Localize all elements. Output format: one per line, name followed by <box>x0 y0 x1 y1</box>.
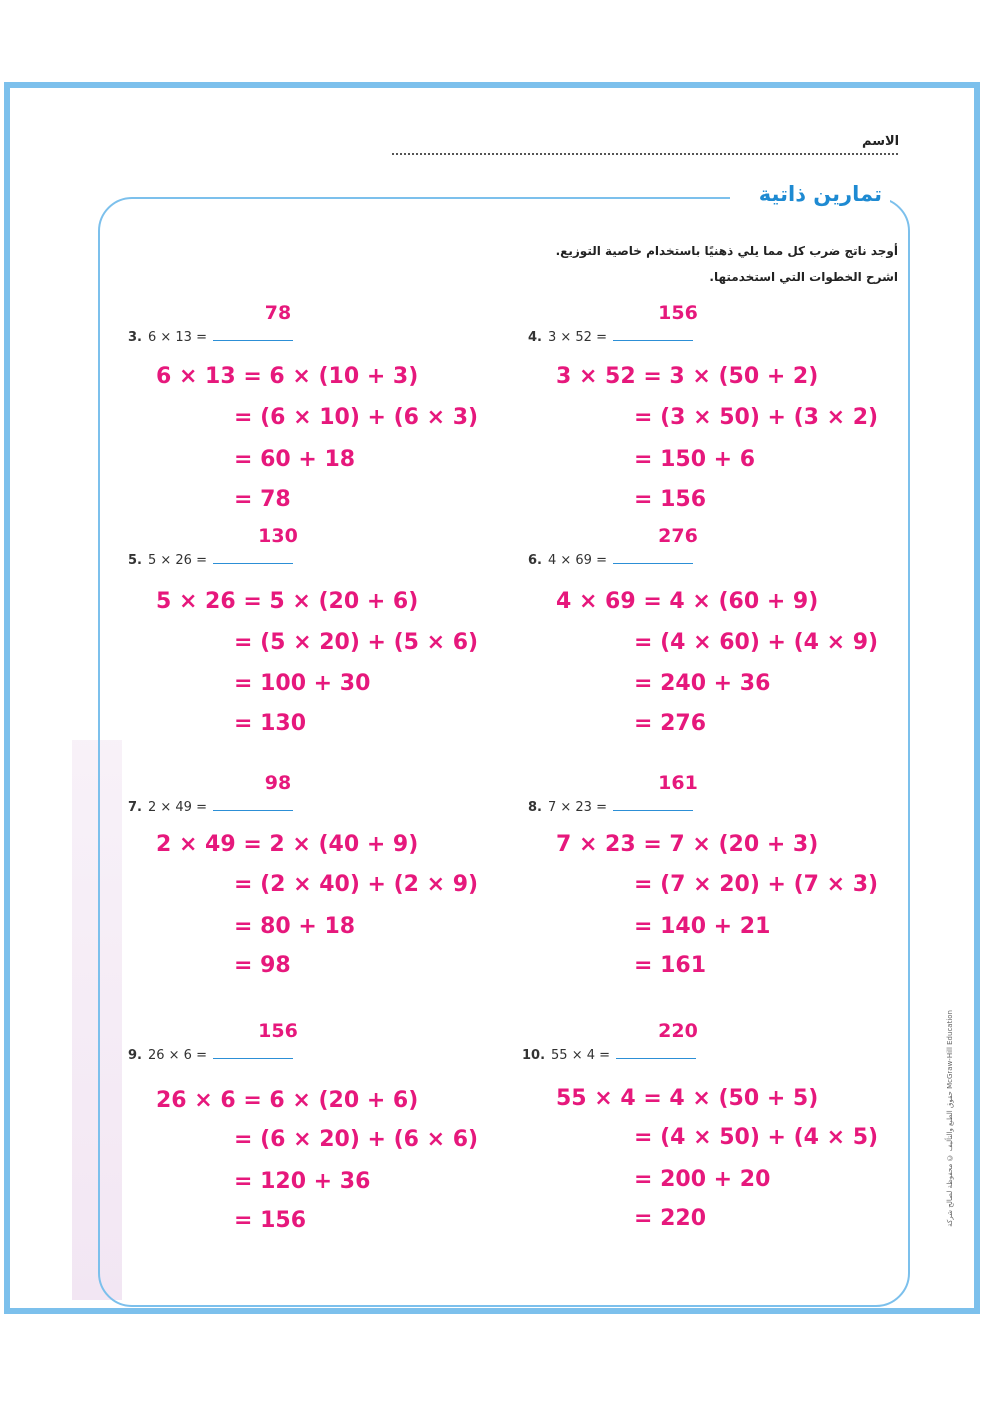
question-expression: 6 × 13 = <box>147 330 207 345</box>
question-expression: 2 × 49 = <box>147 800 207 815</box>
question-number: 8. <box>528 800 542 815</box>
answer-blank[interactable] <box>613 798 693 811</box>
answer-blank[interactable] <box>613 551 693 564</box>
step-3: = 240 + 36 <box>634 671 771 696</box>
step-1: 6 × 13 = 6 × (10 + 3) <box>156 364 419 389</box>
answer: 220 <box>658 1020 698 1042</box>
step-4: = 156 <box>234 1208 307 1233</box>
question-expression: 5 × 26 = <box>147 553 207 568</box>
step-2: = (5 × 20) + (5 × 6) <box>234 630 479 655</box>
step-1: 26 × 6 = 6 × (20 + 6) <box>156 1088 419 1113</box>
question-expression: 4 × 69 = <box>547 553 607 568</box>
problem-10 <box>522 1020 902 1250</box>
step-4: = 130 <box>234 711 307 736</box>
step-4: = 156 <box>634 487 707 512</box>
step-4: = 161 <box>634 953 707 978</box>
problem-6 <box>528 525 908 755</box>
question-expression: 55 × 4 = <box>551 1048 611 1063</box>
question <box>528 551 693 568</box>
instructions <box>470 238 898 290</box>
step-1: 2 × 49 = 2 × (40 + 9) <box>156 832 419 857</box>
step-2: = (4 × 60) + (4 × 9) <box>634 630 879 655</box>
name-label: الاسم <box>862 134 900 149</box>
question-number: 5. <box>128 553 142 568</box>
question-number: 7. <box>128 800 142 815</box>
question <box>528 798 693 815</box>
question-expression: 7 × 23 = <box>547 800 607 815</box>
step-3: = 80 + 18 <box>234 914 356 939</box>
answer: 276 <box>658 525 698 547</box>
step-2: = (2 × 40) + (2 × 9) <box>234 872 479 897</box>
answer-blank[interactable] <box>616 1046 696 1059</box>
question-number: 6. <box>528 553 542 568</box>
question-expression: 26 × 6 = <box>147 1048 207 1063</box>
question-number: 4. <box>528 330 542 345</box>
instruction-line-2: اشرح الخطوات التي استخدمتها. <box>709 270 898 284</box>
answer: 161 <box>658 772 698 794</box>
answer: 78 <box>264 302 292 324</box>
problem-8 <box>528 772 908 1002</box>
step-1: 5 × 26 = 5 × (20 + 6) <box>156 589 419 614</box>
step-1: 4 × 69 = 4 × (60 + 9) <box>556 589 819 614</box>
step-3: = 200 + 20 <box>634 1167 771 1192</box>
question <box>522 1046 696 1063</box>
copyright-notice: حقوق الطبع والتأليف © محفوظة لصالح شركة McGraw-Hill Education <box>946 1010 954 1227</box>
answer: 156 <box>258 1020 298 1042</box>
step-2: = (6 × 20) + (6 × 6) <box>234 1127 479 1152</box>
answer-blank[interactable] <box>613 328 693 341</box>
step-3: = 140 + 21 <box>634 914 771 939</box>
answer: 156 <box>658 302 698 324</box>
step-4: = 220 <box>634 1206 707 1231</box>
question <box>128 328 293 345</box>
question <box>128 1046 293 1063</box>
question-number: 10. <box>522 1048 546 1063</box>
section-title: تمارين ذاتية <box>758 182 882 206</box>
answer-blank[interactable] <box>213 1046 293 1059</box>
problem-9 <box>128 1020 508 1250</box>
problem-4 <box>528 302 908 532</box>
step-2: = (7 × 20) + (7 × 3) <box>634 872 879 897</box>
step-2: = (6 × 10) + (6 × 3) <box>234 405 479 430</box>
problem-5 <box>128 525 508 755</box>
question <box>528 328 693 345</box>
instruction-line-1: أوجد ناتج ضرب كل مما يلي ذهنيًا باستخدام خاصية التوزيع. <box>555 244 898 258</box>
question-number: 9. <box>128 1048 142 1063</box>
answer-blank[interactable] <box>213 551 293 564</box>
question <box>128 551 293 568</box>
answer-blank[interactable] <box>213 328 293 341</box>
question-number: 3. <box>128 330 142 345</box>
step-1: 3 × 52 = 3 × (50 + 2) <box>556 364 819 389</box>
step-2: = (4 × 50) + (4 × 5) <box>634 1125 879 1150</box>
step-3: = 150 + 6 <box>634 447 756 472</box>
answer: 98 <box>264 772 292 794</box>
problem-3 <box>128 302 508 532</box>
step-3: = 120 + 36 <box>234 1169 371 1194</box>
step-1: 7 × 23 = 7 × (20 + 3) <box>556 832 819 857</box>
step-2: = (3 × 50) + (3 × 2) <box>634 405 879 430</box>
question <box>128 798 293 815</box>
step-3: = 60 + 18 <box>234 447 356 472</box>
answer: 130 <box>258 525 298 547</box>
name-input-line[interactable] <box>392 153 898 155</box>
step-4: = 276 <box>634 711 707 736</box>
step-4: = 78 <box>234 487 291 512</box>
step-4: = 98 <box>234 953 291 978</box>
step-1: 55 × 4 = 4 × (50 + 5) <box>556 1086 819 1111</box>
answer-blank[interactable] <box>213 798 293 811</box>
step-3: = 100 + 30 <box>234 671 371 696</box>
question-expression: 3 × 52 = <box>547 330 607 345</box>
problem-7 <box>128 772 508 1002</box>
